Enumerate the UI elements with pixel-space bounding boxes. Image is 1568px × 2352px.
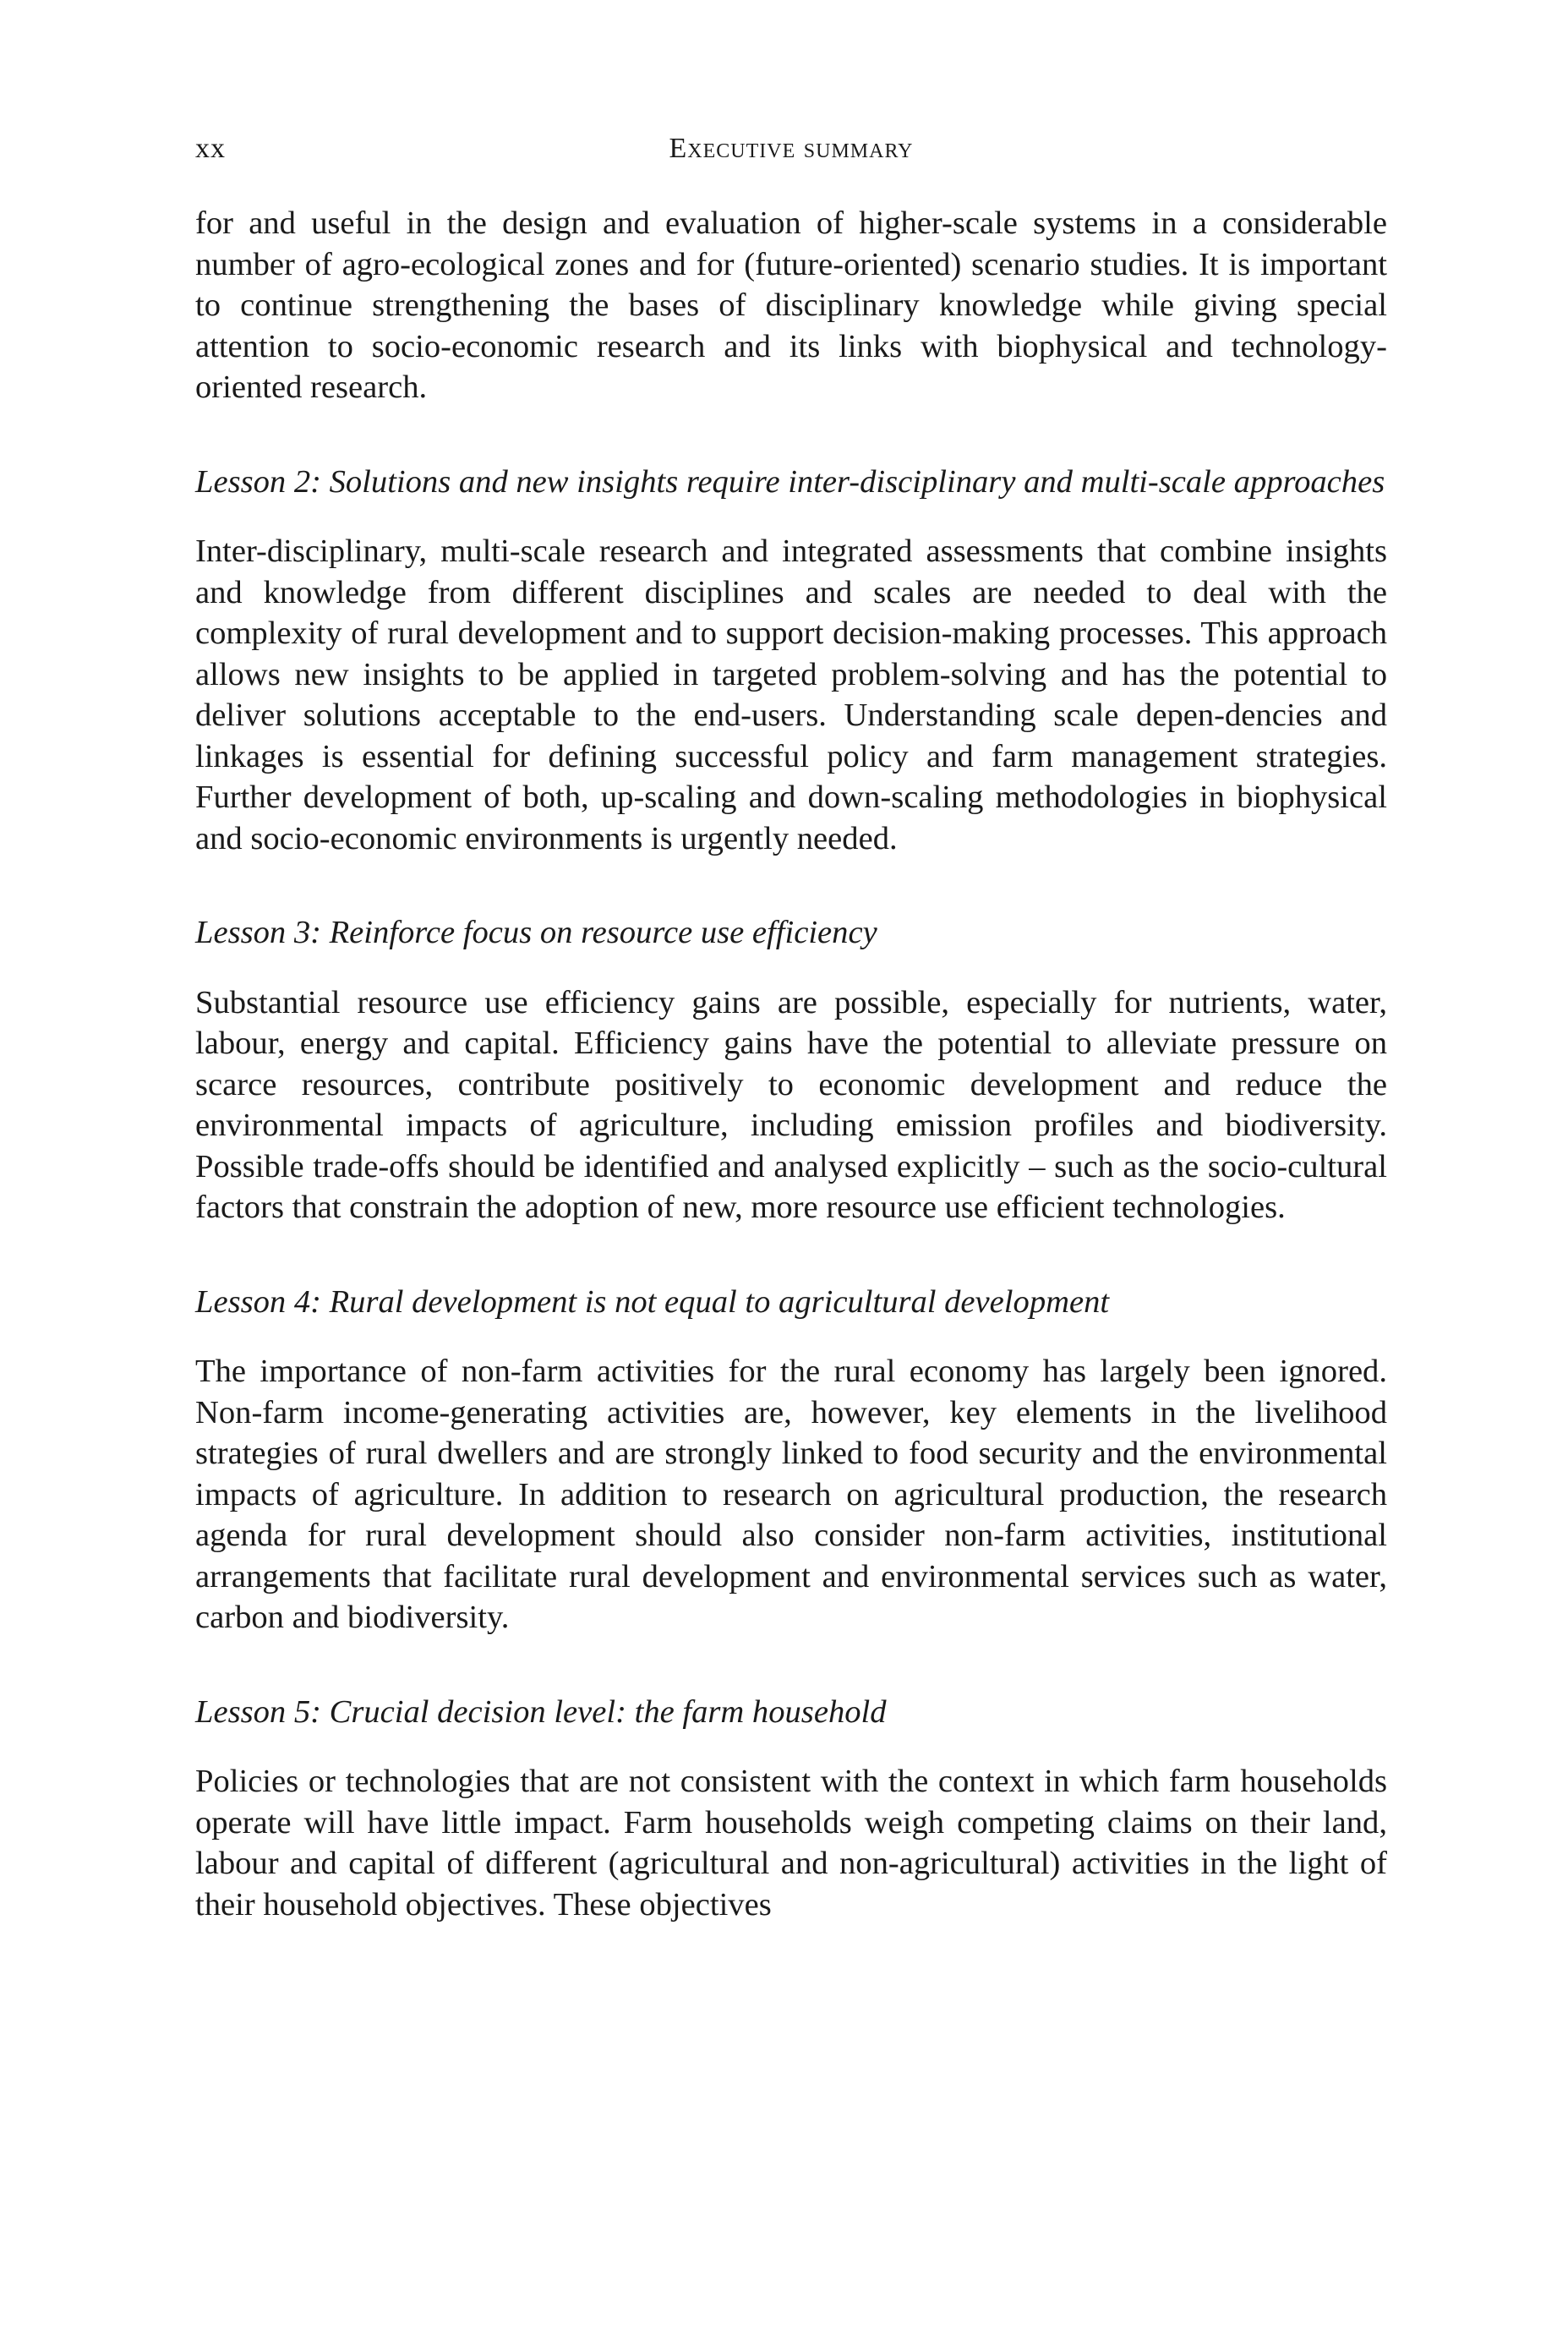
running-head xyxy=(195,127,1387,171)
lesson-5-paragraph: Policies or technologies that are not consistent with the context in which farm households operate will have little impact. Farm households weigh competing claims on their land, labour and capital of different (agricultural and non-agricultural) activities in the light of their household objectives. These objectives xyxy=(195,1764,1387,1923)
lesson-5-heading: Lesson 5: Crucial decision level: the farm household xyxy=(195,1693,887,1730)
lesson-2-paragraph: Inter-disciplinary, multi-scale research and integrated assessments that combine insights and knowledge from different disciplines and scales are needed to deal with the complexity of rural development and to support decision-making processes. This approach allows new insights to be applied in targeted problem-solving and has the potential to deliver solutions acceptable to the end-users. Understanding scale depen-dencies and linkages is essential for defining successful policy and farm management strategies. Further development of both, up-scaling and down-scaling methodologies in biophysical and socio-economic environments is urgently needed. xyxy=(195,533,1387,856)
lesson-2-heading: Lesson 2: Solutions and new insights require inter-disciplinary and multi-scale approaches xyxy=(195,463,1385,500)
running-head-title: Executive summary xyxy=(669,133,914,164)
lesson-3-paragraph: Substantial resource use efficiency gains are possible, especially for nutrients, water, labour, energy and capital. Efficiency gains have the potential to alleviate pressure on scarce resources, contribute positively to economic development and reduce the environmental impacts of agriculture, including emission profiles and biodiversity. Possible trade-offs should be identified and analysed explicitly – such as the socio-cultural factors that constrain the adoption of new, more resource use efficient technologies. xyxy=(195,984,1387,1225)
page-body xyxy=(195,203,1387,1925)
lesson-4-heading: Lesson 4: Rural development is not equal to agricultural development xyxy=(195,1283,1110,1320)
page-number: xx xyxy=(195,133,226,164)
lesson-4-paragraph: The importance of non-farm activities for the rural economy has largely been ignored. Non-farm income-generating activities are, however, key elements in the livelihood strategies of rural dwellers and are strongly linked to food security and the environmental impacts of agriculture. In addition to research on agricultural production, the research agenda for rural development should also consider non-farm activities, institutional arrangements that facilitate rural development and environmental services such as water, carbon and biodiversity. xyxy=(195,1354,1387,1635)
lesson-3-heading: Lesson 3: Reinforce focus on resource use efficiency xyxy=(195,915,877,950)
intro-paragraph: for and useful in the design and evaluation of higher-scale systems in a considerable number of agro-ecological zones and for (future-oriented) scenario studies. It is important to continue strengthening the bases of disciplinary knowledge while giving special attention to socio-economic research and its links with biophysical and technology-oriented research. xyxy=(195,205,1387,405)
